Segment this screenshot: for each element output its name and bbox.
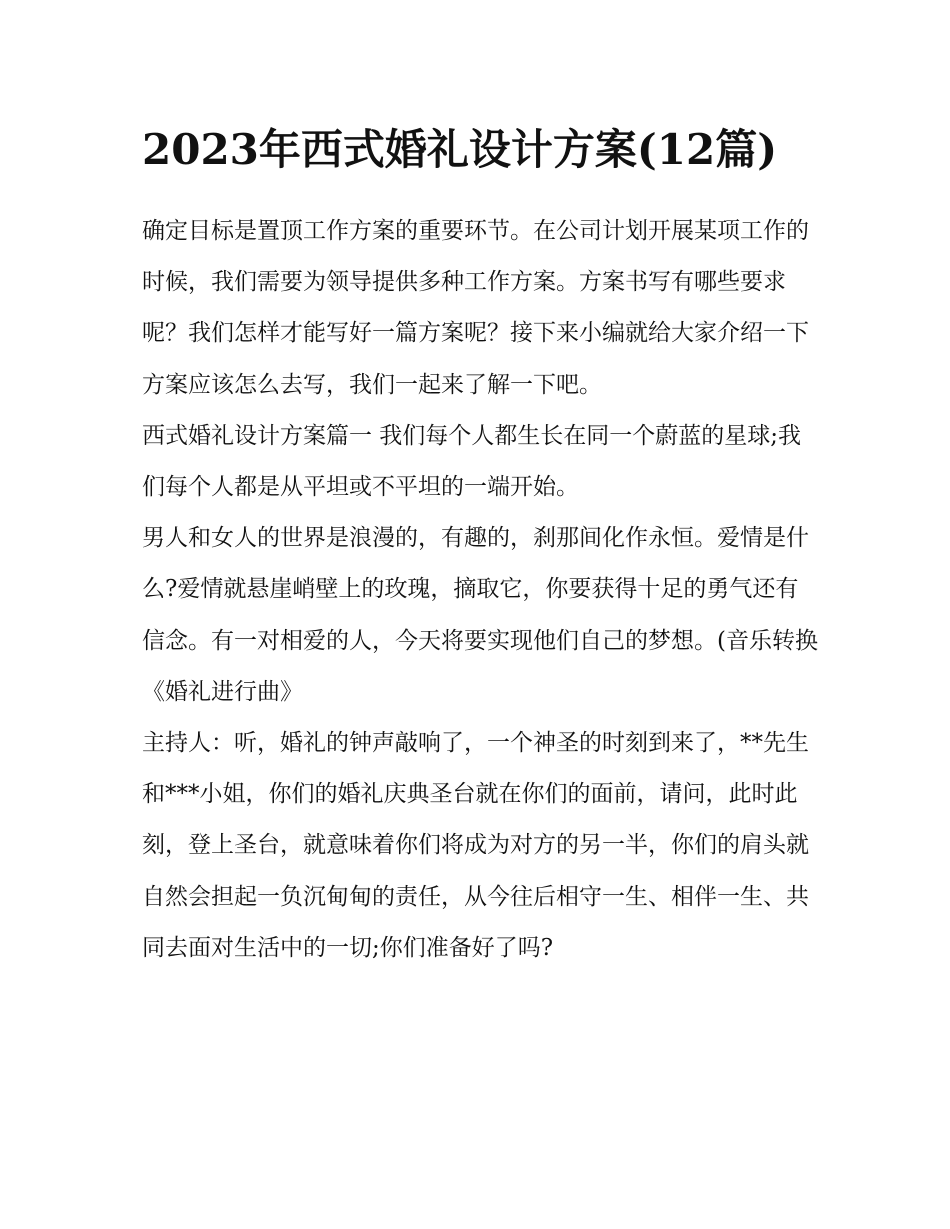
paragraph-love: 男人和女人的世界是浪漫的，有趣的，刹那间化作永恒。爱情是什么?爱情就悬崖峭壁上的玫瑰，摘取它，你要获得十足的勇气还有信念。有一对相爱的人，今天将要实现他们自己的梦想。(音乐转换《婚礼进行曲》	[142, 525, 818, 705]
paragraph-host: 主持人：听，婚礼的钟声敲响了，一个神圣的时刻到来了，**先生和***小姐，你们的婚礼庆典圣台就在你们的面前，请问，此时此刻，登上圣台，就意味着你们将成为对方的另一半，你们的肩头就自然会担起一负沉甸甸的责任，从今往后相守一生、相伴一生、共同去面对生活中的一切;你们准备好了吗?	[142, 730, 809, 961]
document-page	[142, 112, 818, 974]
paragraph-chapter-one: 西式婚礼设计方案篇一 我们每个人都生长在同一个蔚蓝的星球;我们每个人都是从平坦或不平坦的一端开始。	[142, 422, 802, 501]
document-title: 2023年西式婚礼设计方案(12篇)	[142, 125, 778, 174]
paragraph-intro: 确定目标是置顶工作方案的重要环节。在公司计划开展某项工作的时候，我们需要为领导提供多种工作方案。方案书写有哪些要求呢？我们怎样才能写好一篇方案呢？接下来小编就给大家介绍一下方案应该怎么去写，我们一起来了解一下吧。	[142, 218, 809, 398]
